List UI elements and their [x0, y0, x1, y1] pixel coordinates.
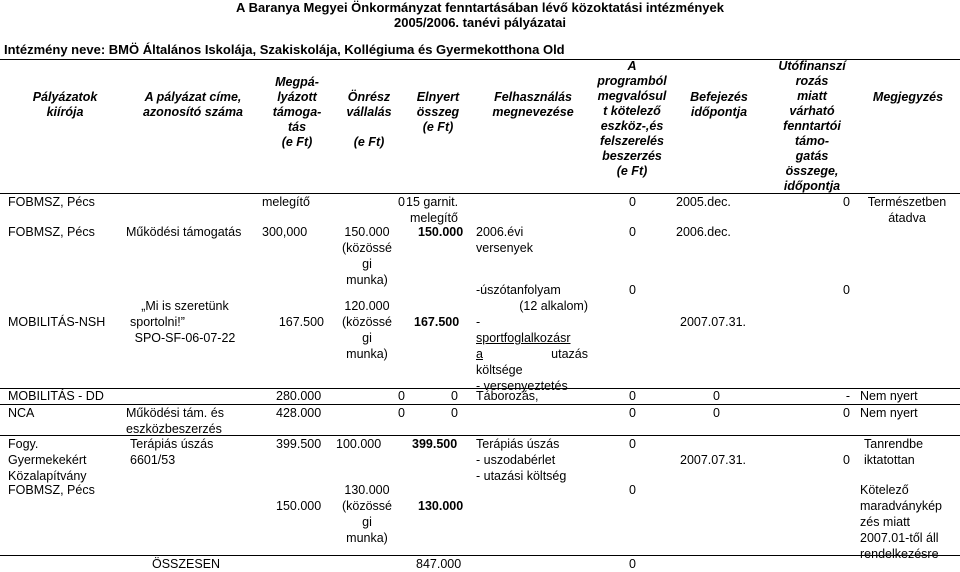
row3-cim: „Mi is szeretünk sportolni!” SPO-SF-06-07-22	[130, 299, 236, 345]
header-utofinanszi: Utófinanszí rozás miatt várható fenntartói támo- gatás összege, időpontja	[778, 59, 846, 193]
header-cim: A pályázat címe, azonosító száma	[142, 90, 244, 119]
document-title: A Baranya Megyei Önkormányzat fenntartásában lévő közoktatási intézmények	[236, 0, 724, 15]
row1-kiiro: FOBMSZ, Pécs	[8, 195, 95, 209]
header-kiiro: Pályázatok kiírója	[32, 90, 98, 119]
row3-befejezes: 2007.07.31.	[680, 315, 747, 329]
total-programbol: 0	[629, 557, 636, 571]
row6-elnyert: 399.500	[412, 437, 458, 451]
row5-megpalyazott: 428.000	[276, 406, 322, 420]
row3-utofin: 0	[843, 283, 850, 297]
row3-felhasznalas: -úszótanfolyam (12 alkalom) - sportfoglalkozásr a utazás költsége - versenyeztetés	[476, 283, 588, 393]
row3-kiiro: MOBILITÁS-NSH	[8, 315, 106, 329]
row5-cim: Működési tám. és eszközbeszerzés	[126, 406, 224, 436]
row2-programbol: 0	[629, 225, 636, 239]
row6-cim: Terápiás úszás 6601/53	[130, 437, 214, 467]
row1-befejezes: 2005.dec.	[676, 195, 731, 209]
row6-felhasznalas: Terápiás úszás - uszodabérlet - utazási költség	[476, 437, 567, 483]
header-megjegyzes: Megjegyzés	[872, 90, 944, 104]
row3-megpalyazott: 167.500	[278, 315, 324, 329]
row4-befejezes: 0	[713, 389, 720, 403]
row5-onresz: 0	[398, 406, 405, 420]
row6-kiiro: Fogy. Gyermekekért Közalapítvány	[8, 437, 87, 483]
header-elnyert: Elnyert összeg (e Ft)	[416, 90, 460, 134]
row7-megpalyazott: 150.000	[276, 499, 322, 513]
row7-programbol: 0	[629, 483, 636, 497]
header-befejezes: Befejezés időpontja	[690, 90, 748, 119]
row1-cim: melegítő	[262, 195, 310, 209]
row4-megjegyzes: Nem nyert	[860, 389, 918, 403]
header-onresz: Önrész vállalás (e Ft)	[346, 90, 392, 149]
total-label: ÖSSZESEN	[152, 557, 221, 571]
row3-programbol: 0	[629, 283, 636, 297]
header-megpalyazott: Megpá- lyázott támoga- tás (e Ft)	[272, 75, 322, 149]
total-rule	[0, 555, 960, 556]
row1-megjegyzes: Természetben átadva	[867, 195, 947, 225]
row4-kiiro: MOBILITÁS - DD	[8, 389, 104, 403]
row3-elnyert: 167.500	[414, 315, 460, 329]
row1-programbol: 0	[629, 195, 636, 209]
row3-onresz: 120.000 (közössé gi munka)	[341, 299, 393, 361]
row2-megpalyazott: 300,000	[262, 225, 308, 239]
row1-onresz: 0	[398, 195, 405, 209]
row4-programbol: 0	[629, 389, 636, 403]
row4-utofin: -	[845, 389, 850, 403]
row6-onresz: 100.000	[336, 437, 382, 451]
row1-elnyert: 15 garnit. melegítő	[406, 195, 459, 225]
document-subtitle: 2005/2006. tanévi pályázatai	[393, 15, 566, 30]
row2-onresz: 150.000 (közössé gi munka)	[341, 225, 393, 287]
row6-programbol: 0	[629, 437, 636, 451]
row4-elnyert: 0	[451, 389, 458, 403]
row6-utofin: 0	[843, 453, 850, 467]
row5-befejezes: 0	[713, 406, 720, 420]
row6-befejezes: 2007.07.31.	[680, 453, 747, 467]
header-felhasznalas: Felhasználás megnevezése	[492, 90, 574, 119]
row2-befejezes: 2006.dec.	[676, 225, 731, 239]
row4-onresz: 0	[398, 389, 405, 403]
row7-megjegyzes: Kötelező maradványkép zés miatt 2007.01-től áll rendelkezésre	[860, 483, 942, 561]
header-programbol: A programból megvalósul t kötelező eszköz-,és felszerelés beszerzés (e Ft)	[597, 59, 667, 178]
row5-elnyert: 0	[451, 406, 458, 420]
institution-name: Intézmény neve: BMÖ Általános Iskolája, Szakiskolája, Kollégiuma és Gyermekotthona Old	[4, 42, 565, 57]
row5-megjegyzes: Nem nyert	[860, 406, 918, 420]
row2-cim: Működési támogatás	[126, 225, 242, 239]
row5-programbol: 0	[629, 406, 636, 420]
row7-kiiro: FOBMSZ, Pécs	[8, 483, 95, 497]
row6-megpalyazott: 399.500	[276, 437, 322, 451]
row5-kiiro: NCA	[8, 406, 35, 420]
total-value: 847.000	[416, 557, 462, 571]
row4-megpalyazott: 280.000	[276, 389, 322, 403]
row7-onresz: 130.000 (közössé gi munka)	[341, 483, 393, 545]
row2-kiiro: FOBMSZ, Pécs	[8, 225, 95, 239]
row2-felhasznalas: 2006.évi versenyek	[476, 225, 533, 255]
row1-utofin: 0	[843, 195, 850, 209]
row5-utofin: 0	[843, 406, 850, 420]
row6-megjegyzes: Tanrendbe iktatottan	[864, 437, 924, 467]
row4-felhasznalas: Táborozás,	[476, 389, 539, 403]
row7-elnyert: 130.000	[418, 499, 464, 513]
row2-elnyert: 150.000	[418, 225, 464, 239]
